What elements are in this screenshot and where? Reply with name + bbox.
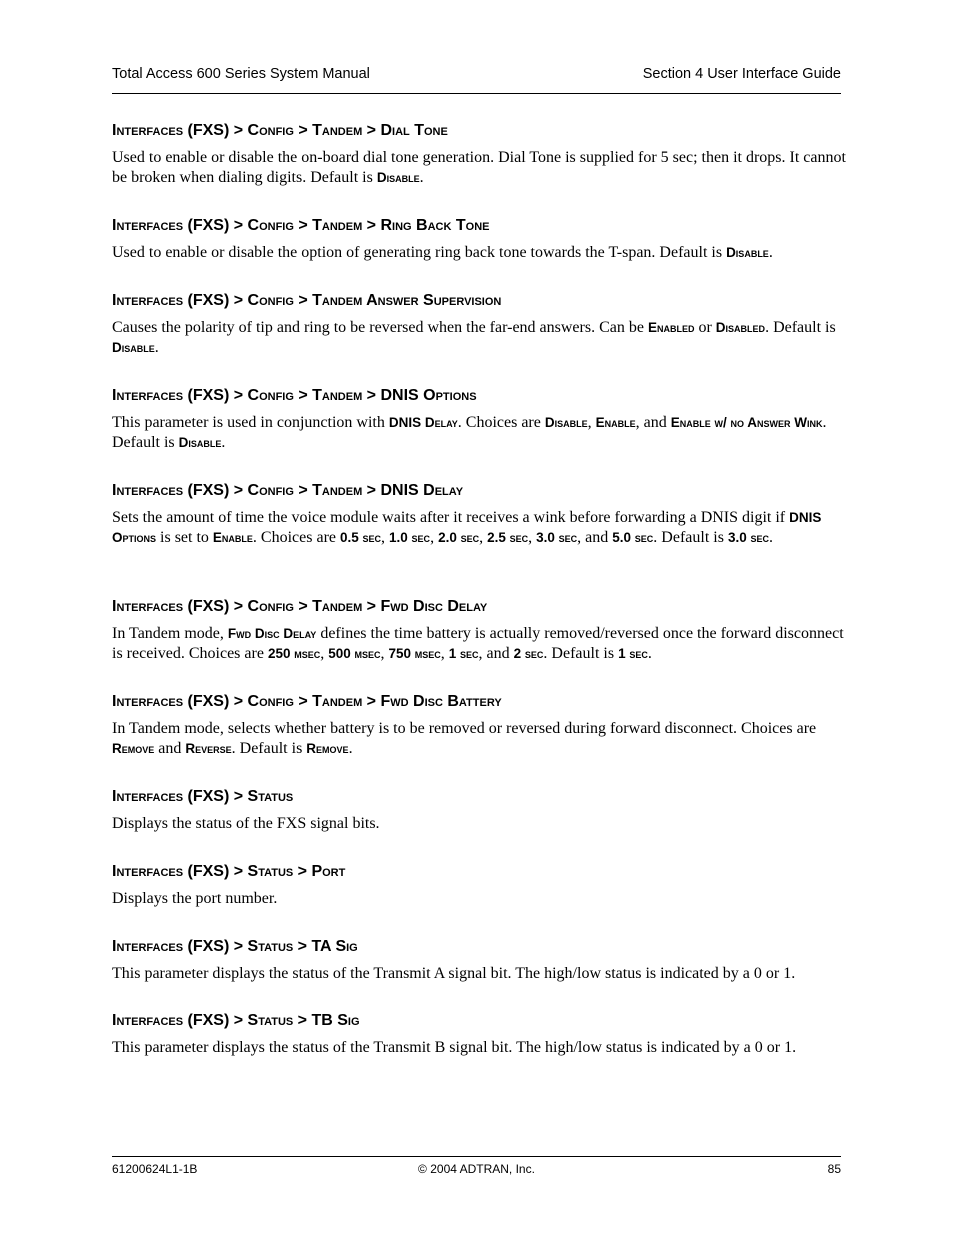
section-heading: [112, 480, 848, 502]
section-heading-text: Interfaces (FXS) > Config > Tandem > Fwd Disc Delay: [112, 598, 488, 615]
section-body: [112, 964, 848, 984]
keyword: Remove: [112, 741, 155, 756]
footer-page-number: 85: [827, 1162, 841, 1176]
body-text: and: [154, 740, 186, 757]
body-text: ,: [479, 529, 488, 546]
body-text: .: [419, 169, 424, 186]
section-heading: [112, 120, 848, 142]
keyword: Remove: [306, 741, 349, 756]
section: [112, 786, 848, 834]
body-text: , and: [635, 414, 671, 431]
section: [112, 120, 848, 188]
section-body: [112, 889, 848, 909]
keyword: Enable w/ no Answer Wink: [670, 415, 823, 430]
section: [112, 1010, 848, 1058]
keyword: 2 sec: [513, 646, 544, 661]
keyword: Enabled: [647, 320, 695, 335]
section: [112, 290, 848, 358]
body-text: or: [694, 319, 716, 336]
section-body: [112, 1038, 848, 1058]
section-heading-text: Interfaces (FXS) > Config > Tandem Answer Supervision: [112, 292, 502, 309]
section-heading: [112, 936, 848, 958]
section-heading-text: Interfaces (FXS) > Config > Tandem > Ring Back Tone: [112, 217, 490, 234]
body-text: Displays the status of the FXS signal bits.: [112, 815, 380, 832]
section-heading-text: Interfaces (FXS) > Config > Tandem > Dial Tone: [112, 122, 448, 139]
section-heading: [112, 691, 848, 713]
body-text: .: [221, 434, 226, 451]
keyword: 3.0 sec: [536, 530, 578, 545]
keyword: 1.0 sec: [389, 530, 431, 545]
keyword: 1 sec: [618, 646, 648, 661]
keyword: Enable: [212, 530, 253, 545]
section: [112, 861, 848, 909]
body-text: is set to: [156, 529, 213, 546]
body-text: .: [154, 339, 159, 356]
body-text: This parameter displays the status of the Transmit A signal bit. The high/low status is indicated by a 0 or 1.: [112, 965, 796, 982]
section-heading-text: Interfaces (FXS) > Config > Tandem > Fwd Disc Battery: [112, 693, 502, 710]
body-text: ,: [381, 529, 390, 546]
body-text: . Default is: [765, 319, 836, 336]
header-section: Section 4 User Interface Guide: [642, 66, 841, 82]
section: [112, 385, 848, 453]
keyword: Disable: [376, 170, 420, 185]
body-text: ,: [430, 529, 439, 546]
body-text: Used to enable or disable the option of generating ring back tone towards the T-span. Default is: [112, 244, 727, 261]
section-heading-text: Interfaces (FXS) > Config > Tandem > DNIS Delay: [112, 482, 464, 499]
section-heading-text: Interfaces (FXS) > Status > Port: [112, 863, 346, 880]
body-text: . Default is: [653, 529, 728, 546]
body-text: .: [348, 740, 353, 757]
section-body: [112, 413, 848, 453]
section-body: [112, 719, 848, 759]
section: [112, 215, 848, 263]
body-text: This parameter displays the status of the Transmit B signal bit. The high/low status is indicated by a 0 or 1.: [112, 1039, 797, 1056]
section-body: [112, 243, 848, 263]
body-text: . Choices are: [252, 529, 340, 546]
body-text: This parameter is used in conjunction with: [112, 414, 389, 431]
body-text: . Default is: [231, 740, 307, 757]
keyword: DNIS Delay: [388, 415, 458, 430]
body-text: Causes the polarity of tip and ring to be reversed when the far-end answers. Can be: [112, 319, 648, 336]
section-heading: [112, 1010, 848, 1032]
keyword: Enable: [595, 415, 636, 430]
section-body: [112, 318, 848, 358]
keyword: 2.5 sec: [487, 530, 529, 545]
keyword: Disable: [726, 245, 769, 260]
body-text: defines the time battery is actually removed/reversed once the forward disconnect is received. Choices are: [112, 625, 844, 662]
body-text: .: [647, 645, 652, 662]
keyword: 500 msec: [328, 646, 381, 661]
body-text: In Tandem mode,: [112, 625, 228, 642]
body-text: ,: [587, 414, 596, 431]
body-text: , and: [478, 645, 514, 662]
body-text: Sets the amount of time the voice module waits after it receives a wink before forwarding a DNIS digit if: [112, 509, 790, 526]
footer-copyright: © 2004 ADTRAN, Inc.: [418, 1162, 535, 1176]
section-heading: [112, 596, 848, 618]
keyword: Reverse: [185, 741, 232, 756]
keyword: DNIS Options: [112, 510, 822, 545]
body-text: . Choices are: [457, 414, 545, 431]
keyword: 3.0 sec: [727, 530, 769, 545]
section-heading-text: Interfaces (FXS) > Status: [112, 788, 294, 805]
body-text: In Tandem mode, selects whether battery is to be removed or reversed during forward disconnect. Choices are: [112, 720, 817, 737]
body-text: ,: [380, 645, 389, 662]
keyword: 250 msec: [267, 646, 321, 661]
section-body: [112, 814, 848, 834]
section-body: [112, 624, 848, 664]
section: [112, 596, 848, 664]
keyword: 2.0 sec: [438, 530, 480, 545]
page-header: [112, 64, 841, 94]
keyword: Disable: [178, 435, 222, 450]
section-heading: [112, 786, 848, 808]
keyword: 0.5 sec: [340, 530, 382, 545]
section: [112, 691, 848, 759]
section: [112, 936, 848, 984]
keyword: Fwd Disc Delay: [227, 626, 317, 641]
section-heading-text: Interfaces (FXS) > Config > Tandem > DNIS Options: [112, 387, 477, 404]
body-text: Displays the port number.: [112, 890, 278, 907]
keyword: 5.0 sec: [612, 530, 654, 545]
section-heading-text: Interfaces (FXS) > Status > TB Sig: [112, 1012, 360, 1029]
body-text: Used to enable or disable the on-board dial tone generation. Dial Tone is supplied for 5 sec; then it drops. It cannot be broken when dialing digits. Default is: [112, 149, 846, 186]
body-text: .: [768, 244, 773, 261]
keyword: 1 sec: [448, 646, 479, 661]
body-text: ,: [528, 529, 537, 546]
body-text: , and: [577, 529, 613, 546]
section-heading-text: Interfaces (FXS) > Status > TA Sig: [112, 938, 358, 955]
keyword: Disable: [544, 415, 588, 430]
section-heading: [112, 385, 848, 407]
section-body: [112, 148, 848, 188]
page-footer: [112, 1156, 841, 1176]
footer-doc-number: 61200624L1-1B: [112, 1162, 198, 1176]
keyword: Disable: [112, 340, 155, 355]
section-body: [112, 508, 848, 548]
body-text: . Default is: [112, 414, 827, 451]
body-text: . Default is: [543, 645, 619, 662]
section: [112, 480, 848, 548]
keyword: Disabled: [715, 320, 766, 335]
section-heading: [112, 215, 848, 237]
body-text: ,: [440, 645, 449, 662]
body-text: ,: [320, 645, 329, 662]
keyword: 750 msec: [388, 646, 441, 661]
body-text: .: [768, 529, 773, 546]
section-heading: [112, 290, 848, 312]
section-heading: [112, 861, 848, 883]
header-title: Total Access 600 Series System Manual: [112, 66, 370, 82]
